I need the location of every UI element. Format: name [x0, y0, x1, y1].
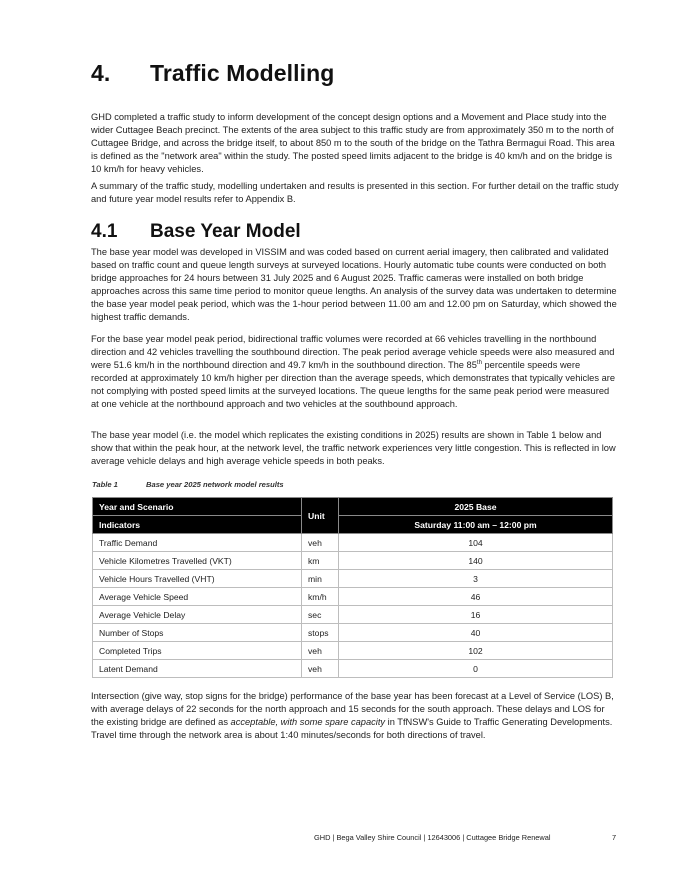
header-2025-base: 2025 Base [339, 498, 613, 516]
table-row [93, 660, 613, 678]
base-model-paragraph: The base year model was developed in VISSIM and was coded based on current aerial imagery, then calibrated and validated based on traffic count and queue length surveys at surveyed locations. Hourly automatic tube counts were conducted on both bridge approaches for 24 hours between 31 July 2025 and 6 August 2025. Traffic cameras were installed on both bridge approaches across this same time period to monitor queue lengths. An analysis of the survey data was undertaken to determine the base year model peak period, which was the 1-hour period between 11.00 am and 12.00 pm on Saturday, which showed the highest traffic demands. [91, 247, 617, 323]
indicator-cell: Average Vehicle Speed [93, 588, 302, 606]
unit-cell: min [302, 570, 339, 588]
header-unit: Unit [302, 498, 339, 534]
table-caption-title: Base year 2025 network model results [146, 480, 284, 489]
unit-cell: veh [302, 642, 339, 660]
table-row [93, 642, 613, 660]
table-header-row [93, 498, 613, 516]
indicator-cell: Traffic Demand [93, 534, 302, 552]
value-cell: 104 [339, 534, 613, 552]
intersection-emphasis: acceptable, with some spare capacity [230, 717, 386, 728]
value-cell: 3 [339, 570, 613, 588]
value-cell: 140 [339, 552, 613, 570]
indicator-cell: Number of Stops [93, 624, 302, 642]
header-period: Saturday 11:00 am – 12:00 pm [339, 516, 613, 534]
unit-cell: km [302, 552, 339, 570]
header-indicators: Indicators [93, 516, 302, 534]
indicator-cell: Vehicle Kilometres Travelled (VKT) [93, 552, 302, 570]
unit-cell: km/h [302, 588, 339, 606]
table-header-row [93, 516, 613, 534]
peak-period-text-a: For the base year model peak period, bidirectional traffic volumes were recorded at 66 vehicles travelling in the northbound direction and 42 vehicles travelling the southbound direction. The peak period average vehicle speeds were also measured and were 51.6 km/h in the northbound direction and 49.7 km/h in the southbound direction. The 85 [91, 334, 615, 371]
page-number: 7 [612, 833, 617, 842]
value-cell: 46 [339, 588, 613, 606]
table-row [93, 606, 613, 624]
value-cell: 0 [339, 660, 613, 678]
intersection-text-a: Intersection (give way, stop signs for the bridge) performance of the base year has been forecast at a Level of Service (LOS) B, with average delays of 22 seconds for the north approach and 15 seconds for the south approach. These delays and LOS for the existing bridge are defined as [91, 691, 614, 728]
intro-paragraph: GHD completed a traffic study to inform development of the concept design options and a Movement and Place study into the wider Cuttagee Beach precinct. The extents of the area subject to this traffic study are from approximately 350 m to the north of Cuttagee Bridge, and across the bridge itself, to about 850 m to the south of the bridge on the Tathra Bermagui Road. This area is defined as the "network area" within the study. The posted speed limits adjacent to the bridge is 40 km/h and on the bridge is 10 km/h for heavy vehicles. [91, 112, 615, 175]
intersection-text-b: in TfNSW's Guide to Traffic Generating Developments. Travel time through the network area is about 1:40 minutes/seconds for both directions of travel. [91, 717, 613, 741]
value-cell: 102 [339, 642, 613, 660]
section-title: Traffic Modelling [150, 60, 335, 86]
table-row [93, 624, 613, 642]
intersection-paragraph [91, 690, 619, 742]
subsection-number: 4.1 [91, 221, 118, 242]
ordinal-suffix: th [476, 360, 482, 367]
section-number: 4. [91, 60, 111, 86]
peak-period-text-b: percentile speeds were recorded at approximately 10 km/h higher per direction than the average speeds, which demonstrates that typically vehicles are not complying with posted speed limits at the surveyed locations. The queue lengths for the same peak period were measured at one vehicle at the northbound approach and two vehicles at the southbound approach. [91, 360, 616, 410]
page-footer: GHD | Bega Valley Shire Council | 12643006 | Cuttagee Bridge Renewal [314, 833, 551, 842]
subsection-title: Base Year Model [150, 221, 301, 242]
table-caption-label: Table 1 [92, 480, 118, 489]
table-row [93, 552, 613, 570]
results-paragraph: The base year model (i.e. the model which replicates the existing conditions in 2025) results are shown in Table 1 below and show that within the peak hour, at the network level, the traffic network experiences very little congestion. This is reflected in low average vehicle delays and high average vehicle speeds in both peaks. [91, 430, 616, 467]
value-cell: 16 [339, 606, 613, 624]
unit-cell: stops [302, 624, 339, 642]
summary-paragraph: A summary of the traffic study, modelling undertaken and results is presented in this section. For further detail on the traffic study and future year model results refer to Appendix B. [91, 181, 619, 205]
unit-cell: veh [302, 534, 339, 552]
value-cell: 40 [339, 624, 613, 642]
unit-cell: veh [302, 660, 339, 678]
results-table [92, 497, 613, 678]
indicator-cell: Vehicle Hours Travelled (VHT) [93, 570, 302, 588]
indicator-cell: Completed Trips [93, 642, 302, 660]
indicator-cell: Average Vehicle Delay [93, 606, 302, 624]
table-row [93, 534, 613, 552]
unit-cell: sec [302, 606, 339, 624]
peak-period-paragraph [91, 333, 619, 412]
indicator-cell: Latent Demand [93, 660, 302, 678]
table-row [93, 570, 613, 588]
table-caption [92, 480, 284, 489]
section-heading [91, 60, 334, 87]
header-year-scenario: Year and Scenario [93, 498, 302, 516]
table-row [93, 588, 613, 606]
subsection-heading [91, 221, 301, 243]
